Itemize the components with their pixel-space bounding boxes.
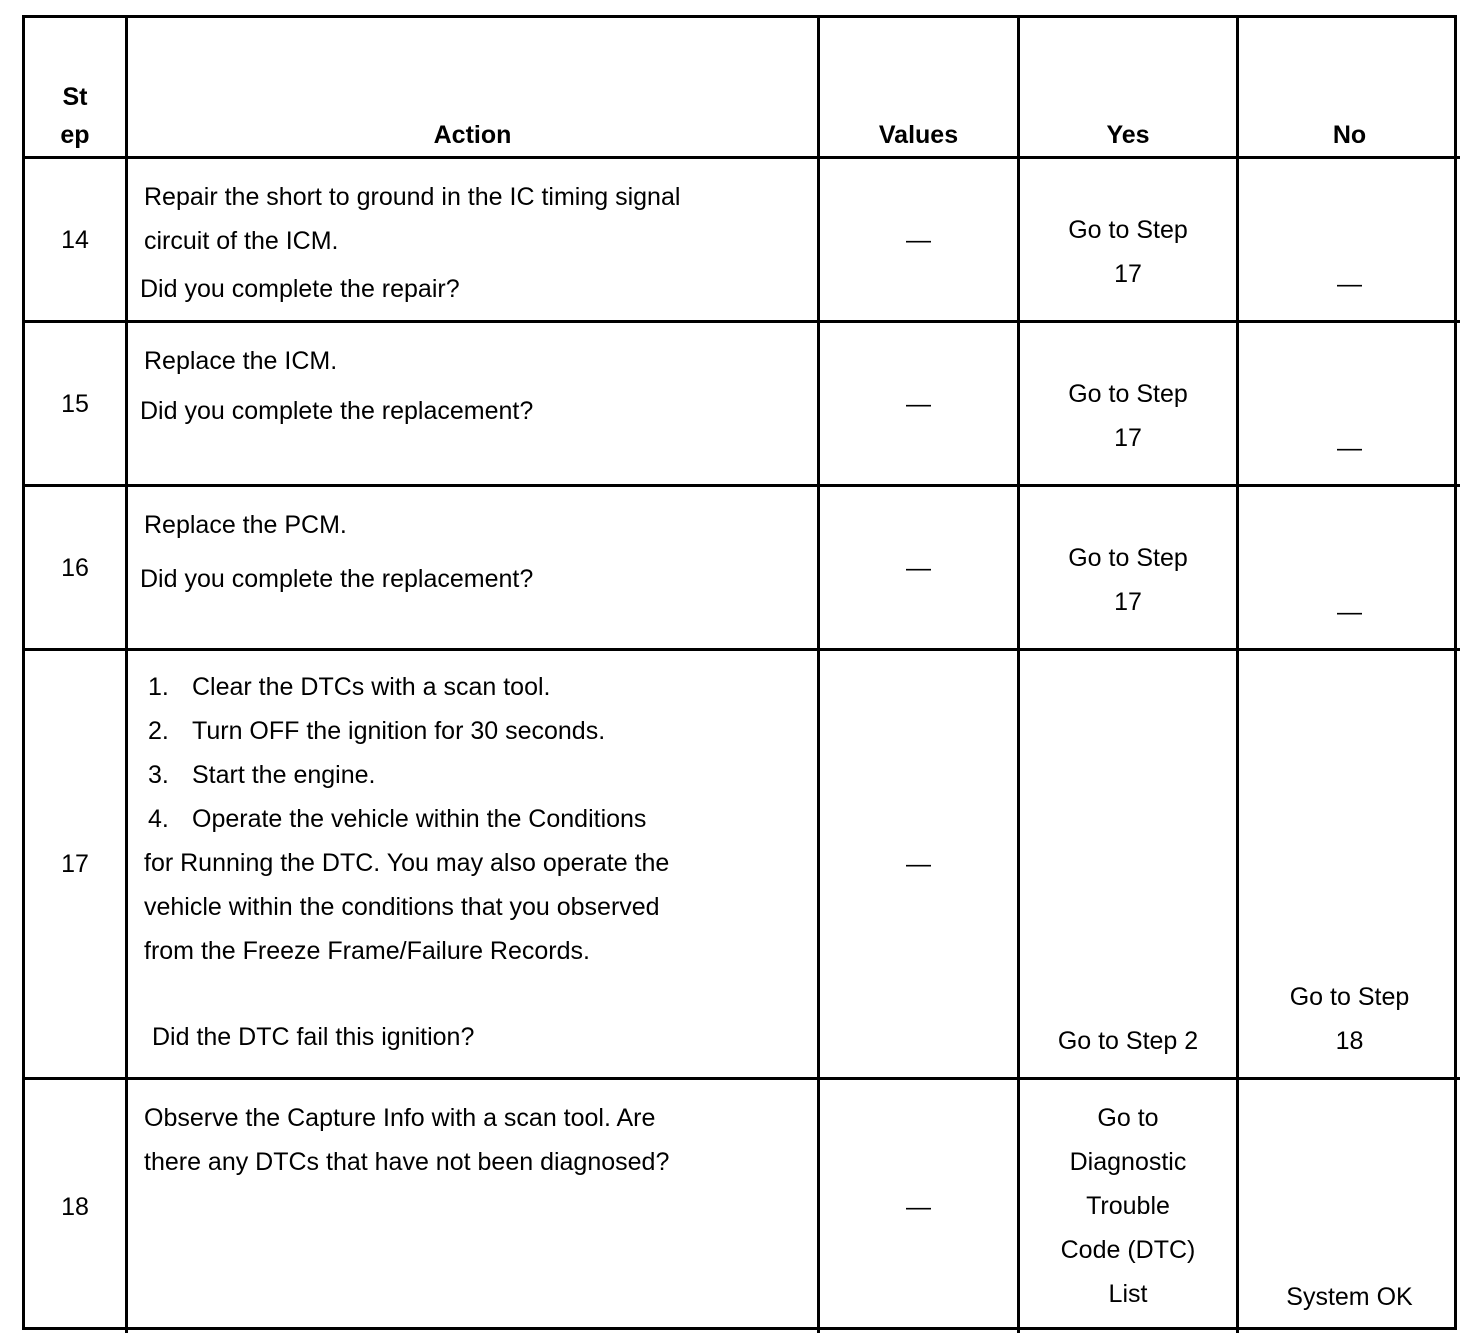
no-cell bbox=[1239, 1080, 1460, 1333]
step-number: 17 bbox=[25, 651, 128, 1080]
header-values: Values bbox=[820, 18, 1020, 159]
action-cell bbox=[128, 1080, 820, 1333]
no-line: 18 bbox=[1335, 1027, 1364, 1055]
no-cell bbox=[1239, 487, 1460, 651]
diagnostic-table-page bbox=[22, 15, 1457, 1330]
yes-line: Go to bbox=[1097, 1104, 1159, 1132]
yes-line: 17 bbox=[1114, 587, 1142, 616]
action-line: Replace the PCM. bbox=[144, 511, 347, 539]
header-no: No bbox=[1239, 18, 1460, 159]
list-text: Operate the vehicle within the Conditions bbox=[192, 805, 647, 833]
action-cell bbox=[128, 159, 820, 323]
list-number: 3. bbox=[148, 761, 169, 789]
header-step-line1: St bbox=[62, 83, 88, 111]
yes-line: Go to Step bbox=[1068, 543, 1188, 572]
action-line: Observe the Capture Info with a scan tool. Are bbox=[144, 1104, 656, 1132]
header-action: Action bbox=[128, 18, 820, 159]
action-line: Repair the short to ground in the IC timing signal bbox=[144, 183, 681, 211]
action-question: Did you complete the replacement? bbox=[140, 565, 534, 593]
list-item bbox=[144, 665, 807, 709]
yes-line: Diagnostic bbox=[1069, 1148, 1187, 1176]
yes-line: List bbox=[1108, 1280, 1148, 1308]
yes-cell bbox=[1020, 651, 1239, 1080]
header-step-line2: ep bbox=[60, 121, 90, 149]
values-dash: — bbox=[906, 225, 931, 254]
no-dash: — bbox=[1337, 434, 1362, 462]
step-number: 14 bbox=[25, 159, 128, 323]
yes-cell bbox=[1020, 323, 1239, 487]
values-cell bbox=[820, 159, 1020, 323]
yes-line: Go to Step bbox=[1068, 379, 1188, 408]
action-line: for Running the DTC. You may also operate the bbox=[144, 849, 670, 877]
step-number: 18 bbox=[25, 1080, 128, 1333]
list-number: 4. bbox=[148, 805, 169, 833]
header-yes: Yes bbox=[1020, 18, 1239, 159]
no-dash: — bbox=[1337, 270, 1362, 298]
action-question: Did you complete the replacement? bbox=[140, 397, 534, 425]
no-cell bbox=[1239, 323, 1460, 487]
list-text: Turn OFF the ignition for 30 seconds. bbox=[192, 717, 606, 745]
values-dash: — bbox=[906, 1192, 931, 1221]
yes-cell bbox=[1020, 159, 1239, 323]
values-dash: — bbox=[906, 389, 931, 418]
list-number: 1. bbox=[148, 673, 169, 701]
action-line: Replace the ICM. bbox=[144, 347, 338, 375]
no-text: System OK bbox=[1286, 1283, 1413, 1311]
yes-cell bbox=[1020, 1080, 1239, 1333]
list-number: 2. bbox=[148, 717, 169, 745]
action-cell bbox=[128, 651, 820, 1080]
yes-line: 17 bbox=[1114, 259, 1142, 288]
values-cell bbox=[820, 651, 1020, 1080]
yes-text: Go to Step 2 bbox=[1057, 1027, 1199, 1055]
list-text: Clear the DTCs with a scan tool. bbox=[192, 673, 551, 701]
values-cell bbox=[820, 487, 1020, 651]
no-line: Go to Step bbox=[1289, 983, 1410, 1011]
action-question: Did you complete the repair? bbox=[140, 275, 460, 303]
no-cell bbox=[1239, 651, 1460, 1080]
no-dash: — bbox=[1337, 598, 1362, 626]
action-cell bbox=[128, 323, 820, 487]
values-dash: — bbox=[906, 553, 931, 582]
header-step bbox=[25, 18, 128, 159]
yes-cell bbox=[1020, 487, 1239, 651]
values-dash: — bbox=[906, 850, 931, 878]
list-item bbox=[144, 753, 807, 797]
step-number: 16 bbox=[25, 487, 128, 651]
yes-line: 17 bbox=[1114, 423, 1142, 452]
list-item bbox=[144, 797, 807, 841]
action-cell bbox=[128, 487, 820, 651]
values-cell bbox=[820, 323, 1020, 487]
step-number: 15 bbox=[25, 323, 128, 487]
action-line: vehicle within the conditions that you observed bbox=[144, 893, 660, 921]
action-question: Did the DTC fail this ignition? bbox=[152, 1023, 475, 1051]
yes-line: Trouble bbox=[1086, 1192, 1170, 1220]
no-cell bbox=[1239, 159, 1460, 323]
diagnostic-table bbox=[22, 15, 1457, 1330]
list-text: Start the engine. bbox=[192, 761, 376, 789]
list-item bbox=[144, 709, 807, 753]
values-cell bbox=[820, 1080, 1020, 1333]
yes-line: Go to Step bbox=[1068, 215, 1188, 244]
yes-line: Code (DTC) bbox=[1060, 1236, 1196, 1264]
action-line: there any DTCs that have not been diagnosed? bbox=[144, 1148, 670, 1176]
action-line: circuit of the ICM. bbox=[144, 227, 339, 255]
action-line: from the Freeze Frame/Failure Records. bbox=[144, 937, 590, 965]
